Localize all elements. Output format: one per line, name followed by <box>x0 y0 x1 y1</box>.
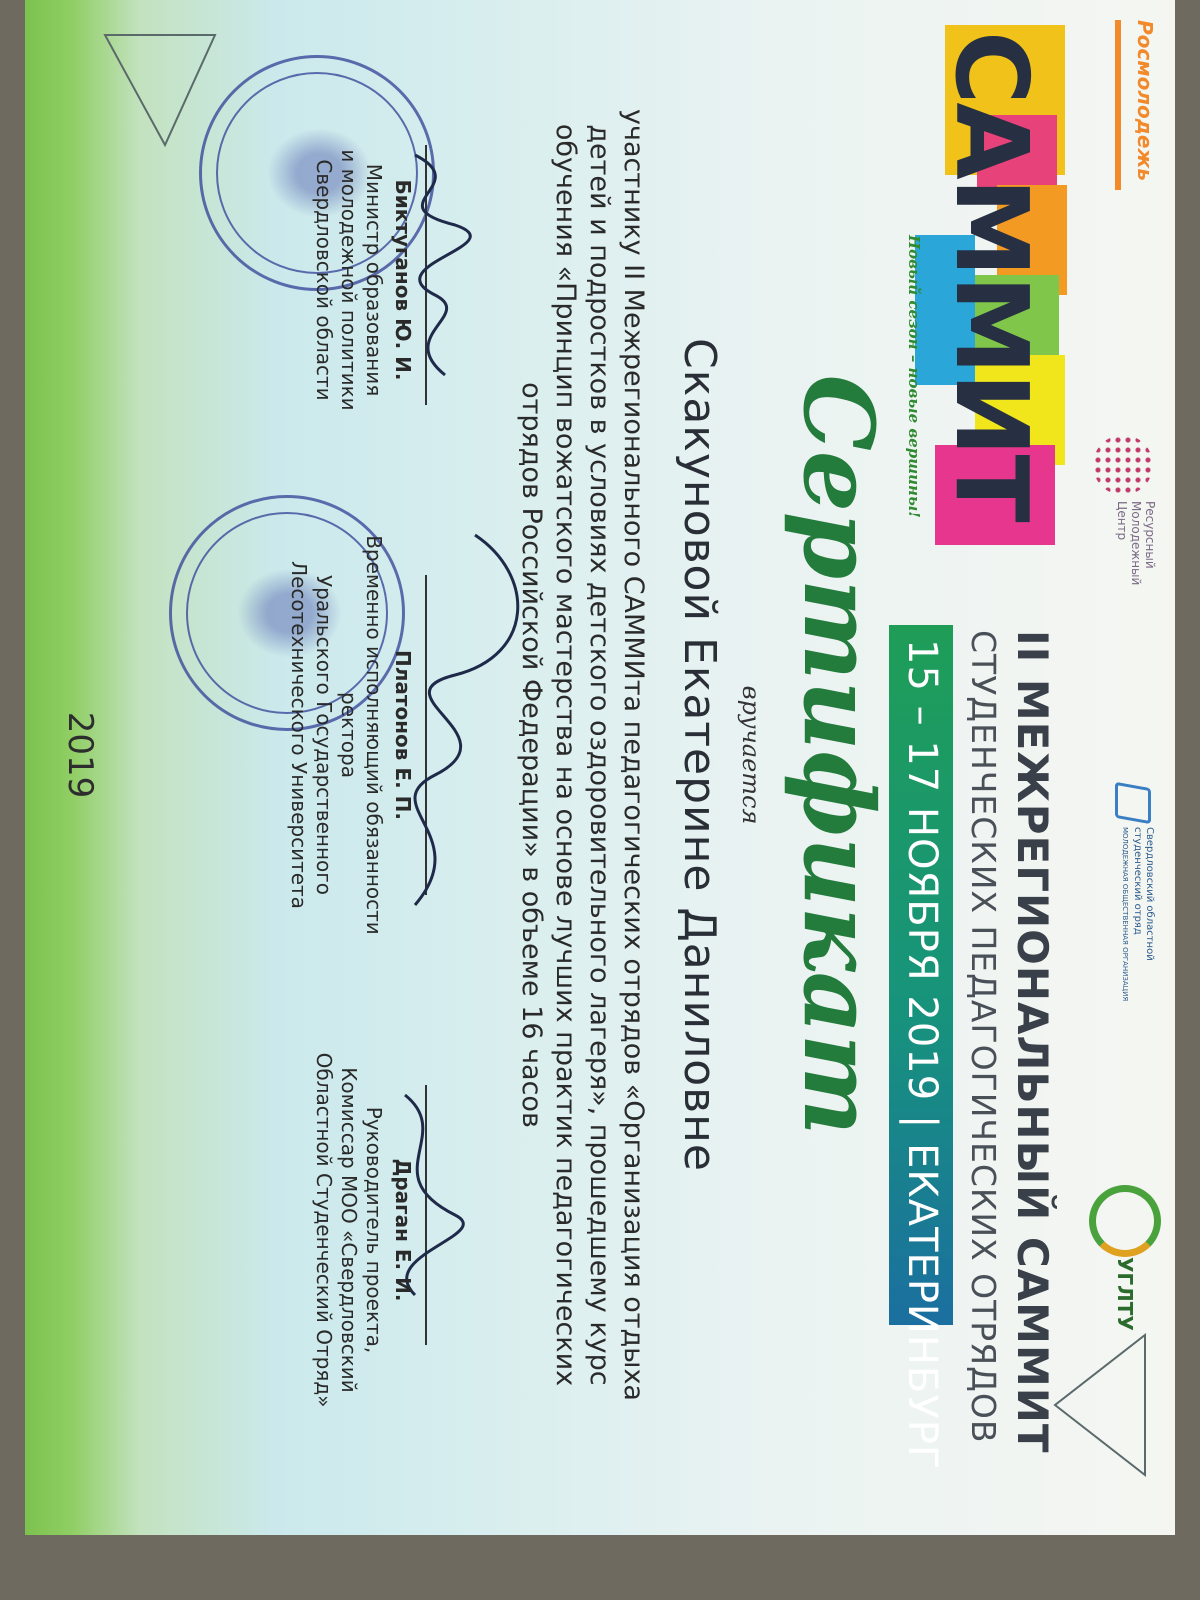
ugltu-emblem-icon <box>1089 1185 1161 1257</box>
signature-line <box>425 1085 427 1345</box>
resource-center-line: Молодежный <box>1129 501 1143 586</box>
awarded-label: вручается <box>737 685 765 825</box>
summit-logo <box>895 25 1065 545</box>
sso-logo <box>1091 785 1161 1045</box>
resource-center-line: Ресурсный <box>1143 501 1157 569</box>
sso-line: МОЛОДЕЖНАЯ ОБЩЕСТВЕННАЯ ОРГАНИЗАЦИЯ <box>1121 827 1129 1002</box>
signatory-position: Лесотехнического Университета <box>287 561 311 909</box>
event-dates: 15 – 17 НОЯБРЯ 2019 | ЕКАТЕРИНБУРГ <box>899 639 945 1471</box>
signatory-position: Комиссар МОО «Свердловский <box>337 1067 361 1393</box>
sso-emblem-icon <box>1115 782 1151 824</box>
sso-line: студенческий отряд <box>1132 827 1143 935</box>
rosmolodezh-text: Росмолодежь <box>1133 20 1157 181</box>
signature-line <box>425 575 427 895</box>
signature-block-rector <box>286 520 415 950</box>
signature-line <box>425 145 427 405</box>
certificate-heading: Сертификат <box>782 374 895 1136</box>
signatory-position: и молодежной политики <box>337 149 361 411</box>
signatory-position: Руководитель проекта, <box>362 1106 386 1354</box>
signatory-name: Драган Е. И. <box>391 1158 415 1302</box>
sso-text <box>1119 827 1155 1037</box>
signatory-position: Уральского Государственного <box>312 574 336 896</box>
resource-center-line: Центр <box>1115 501 1129 541</box>
certificate-sheet <box>25 0 1175 1535</box>
event-title: II МЕЖРЕГИОНАЛЬНЫЙ САММИТ <box>1008 630 1057 1454</box>
event-dates-band <box>889 625 953 1471</box>
dots-icon <box>1093 435 1153 495</box>
ugltu-logo <box>1087 1185 1167 1445</box>
recipient-name: Скакуновой Екатерине Даниловне <box>674 338 725 1172</box>
certificate-year: 2019 <box>60 711 100 799</box>
resource-center-logo <box>1083 435 1163 665</box>
signatory-position: Свердловской области <box>312 159 336 401</box>
signatory-name: Биктуганов Ю. И. <box>391 179 415 381</box>
rosmolodezh-bar <box>1115 20 1121 190</box>
resource-center-text <box>1115 501 1157 661</box>
sso-line: Свердловский областной <box>1144 827 1155 961</box>
signatory-name: Платонов Е. П. <box>391 650 415 820</box>
certificate-body: участнику II Межрегионального САММИта педагогических отрядов «Организация отдыха детей и подростков в условиях детского оздоровительного лагеря», прошедшему курс обучения «Принцип вожатского мастерства на основе лучших практик педагогических отрядов Российской Федерации» в объеме 16 часов <box>516 109 649 1401</box>
ugltu-text: УГЛТУ <box>1113 1257 1137 1331</box>
signatory-position: Временно исполняющий обязанности ректора <box>337 535 386 935</box>
summit-slogan: Новый сезон – новые вершины! <box>905 235 923 518</box>
signature-block-minister <box>311 65 415 495</box>
rosmolodezh-logo <box>1111 20 1157 250</box>
event-subtitle: СТУДЕНЧЕСКИХ ПЕДАГОГИЧЕСКИХ ОТРЯДОВ <box>964 630 1003 1444</box>
summit-wordmark: САММИТ <box>933 31 1050 521</box>
signature-block-commissar <box>311 1015 415 1445</box>
signatory-position: Областной Студенческий Отряд» <box>312 1052 336 1408</box>
signatory-position: Министр образования <box>362 163 386 397</box>
